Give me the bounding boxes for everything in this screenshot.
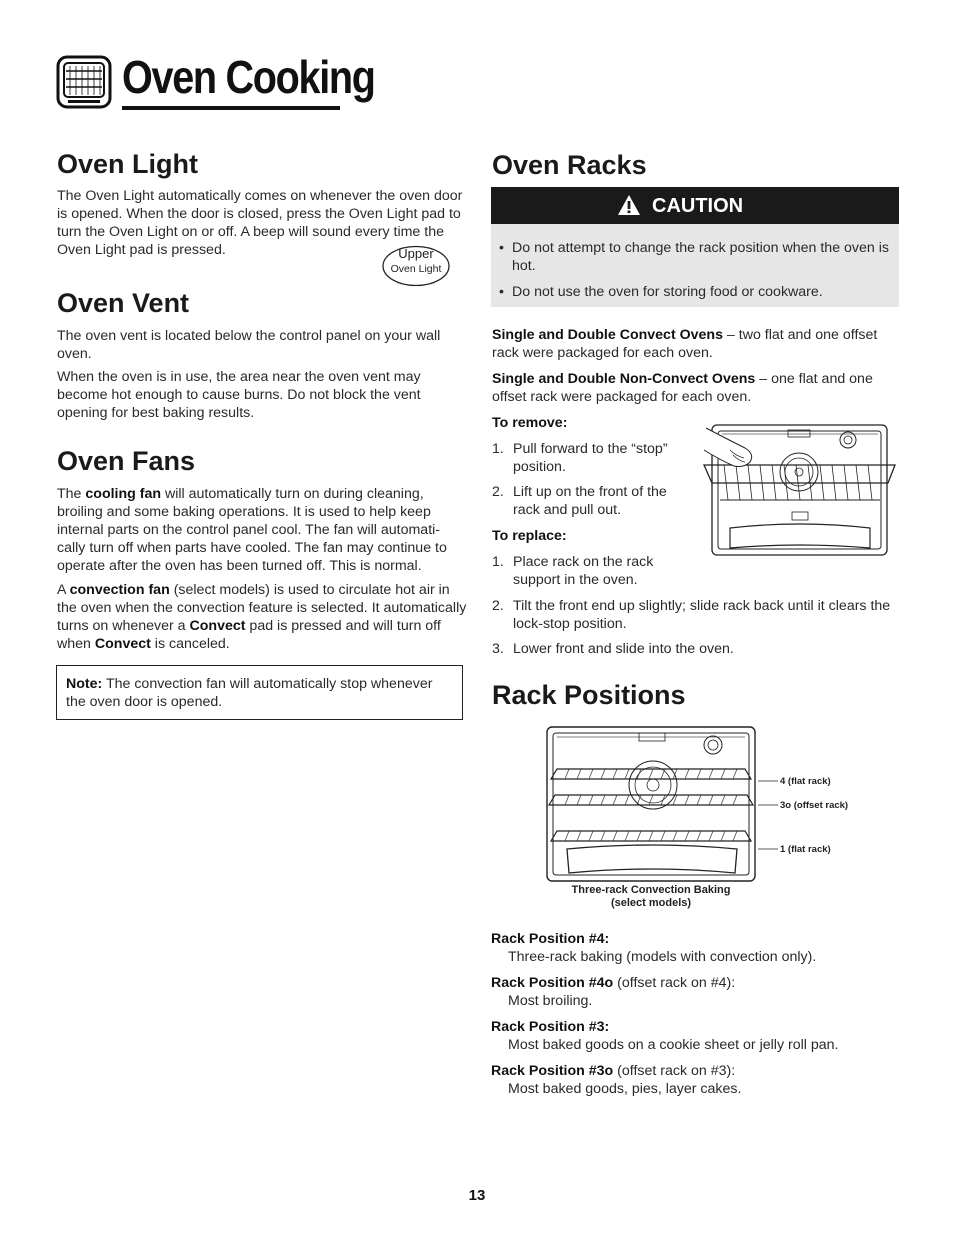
replace-step: Lower front and slide into the oven. [513,641,734,657]
to-replace-label: To replace: [492,528,567,544]
convect-ovens-text [492,326,898,362]
rack-position-desc: Most broiling. [508,993,593,1009]
oven-light-heading: Oven Light [57,149,198,179]
pad-label-upper: Upper [398,246,434,261]
text: The convection fan will automatically stop whenever the oven door is opened. [66,676,433,710]
oven-fans-p1 [57,485,467,575]
text: is canceled. [150,636,230,652]
bold-text: Single and Double Non-Convect Ovens [492,371,756,387]
note-label: Note: [66,676,103,692]
oven-vent-p2: When the oven is in use, the area near the oven vent may become hot enough to cause burns. Do not block the vent opening for best baking results. [57,369,421,421]
bold-text: Convect [189,618,246,634]
text: pad is pressed and will turn off when [57,618,441,652]
bold-text: Single and Double Convect Ovens [492,327,723,343]
non-convect-ovens-text [492,370,898,406]
rack-position-desc: Three-rack baking (models with convection only). [508,949,817,965]
text: (select models) is used to circulate hot air in the oven when the convection feature is selected. It automatically turns on whenever a [57,582,467,634]
page-title: Oven Cooking [122,51,375,103]
title-underline [122,106,340,110]
note-text [66,675,456,711]
diagram-leader-lines [758,770,782,860]
upper-oven-light-pad [381,245,451,287]
rack-position-title [491,1018,901,1036]
caution-item: Do not attempt to change the rack position when the oven is hot. [512,240,889,274]
rack-position-desc: Most baked goods, pies, layer cakes. [508,1081,742,1097]
list-number: 2. [492,598,504,614]
list-number: 2. [492,484,504,500]
caption-line: Three-rack Convection Baking [571,884,731,896]
bold-text: Rack Position #4: [491,931,610,947]
bold-text: Rack Position #3o [491,1063,614,1079]
caution-banner [491,187,899,224]
list-number: 1. [492,554,504,570]
rack-position-desc: Most baked goods on a cookie sheet or jelly roll pan. [508,1037,839,1053]
oven-fans-heading: Oven Fans [57,446,196,476]
bullet-dot: • [499,284,504,300]
rack-label-4: 4 (flat rack) [780,776,831,787]
bold-text: convection fan [69,582,170,598]
bold-text: Convect [94,636,151,652]
rack-removal-illustration [700,420,900,563]
text: (offset rack on #4): [613,975,736,991]
pad-label-oven-light: Oven Light [390,263,442,275]
bold-text: Rack Position #3: [491,1019,610,1035]
list-number: 1. [492,441,504,457]
list-number: 3. [492,641,504,657]
oven-fans-p2 [57,581,467,653]
oven-light-body: The Oven Light automatically comes on whenever the oven door is opened. When the door is closed, press the Oven Light pad to turn the Oven Light on or off. A beep will sound every time the Oven Light pad is pressed. [57,188,463,258]
text: will automatically turn on during cleaning, broiling and some baking operations. It is used to help keep internal parts on the control panel cool. The fan will automati-cally turn off when parts have cooled. The fan may continue to operate after the oven has been turned off. This is normal. [57,486,447,574]
oven-vent-heading: Oven Vent [57,288,190,318]
text: A [57,582,70,598]
rack-position-list [491,930,901,1098]
note-box [56,665,463,720]
rack-position-title [491,1062,901,1080]
bold-text: cooling fan [85,486,162,502]
text: The [57,486,86,502]
text: – two flat and one offset rack were packaged for each oven. [492,327,878,361]
remove-step: Pull forward to the “stop” position. [513,441,668,475]
rack-position-title [491,930,901,948]
rack-positions-heading: Rack Positions [492,680,686,710]
diagram-caption [540,884,762,910]
rack-positions-diagram [545,725,759,890]
rack-position-title [491,974,901,992]
text: (offset rack on #3): [613,1063,736,1079]
bullet-dot: • [499,240,504,256]
rack-label-3o: 3o (offset rack) [780,800,849,811]
text: – one flat and one offset rack were packaged for each oven. [492,371,873,405]
replace-step: Tilt the front end up slightly; slide rack back until it clears the lock-stop position. [513,598,891,632]
oven-racks-heading: Oven Racks [492,150,647,180]
to-remove-label: To remove: [492,415,568,431]
oven-icon [56,55,112,114]
caution-label: CAUTION [652,195,744,217]
warning-icon [617,194,641,216]
rack-label-1: 1 (flat rack) [780,844,831,855]
oven-vent-p1: The oven vent is located below the control panel on your wall oven. [57,328,441,362]
caption-line: (select models) [610,897,692,909]
remove-step: Lift up on the front of the rack and pull out. [513,484,667,518]
page-number: 13 [468,1187,486,1204]
caution-item: Do not use the oven for storing food or cookware. [512,284,823,300]
bold-text: Rack Position #4o [491,975,614,991]
replace-step: Place rack on the rack support in the oven. [513,554,654,588]
caution-box [491,224,899,307]
